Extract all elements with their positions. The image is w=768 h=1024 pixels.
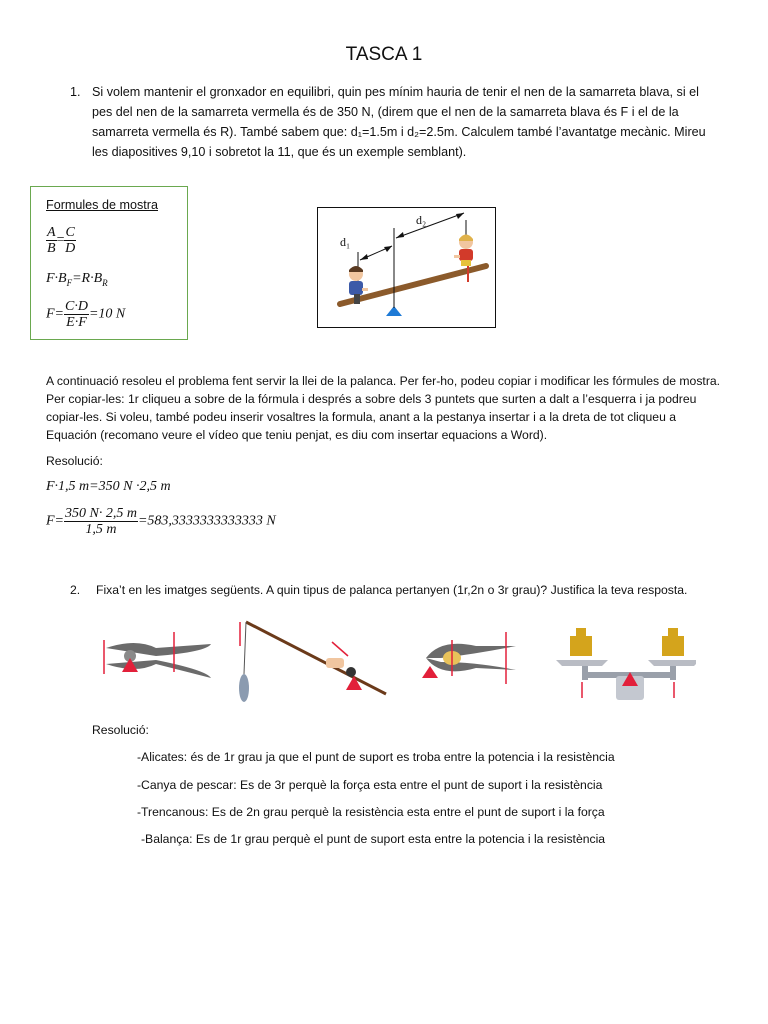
- equation-2[interactable]: [46, 506, 276, 537]
- equation-2-lhs: F=: [46, 513, 64, 529]
- formula-lever-lhs-sub: F: [66, 277, 73, 288]
- formulas-box: [30, 186, 188, 340]
- page-title: TASCA 1: [345, 44, 423, 65]
- seesaw-illustration: [317, 207, 496, 328]
- equation-2-den: 1,5 m: [85, 522, 117, 537]
- formula-solve-num: C·D: [65, 299, 88, 314]
- lever-images: [96, 618, 696, 714]
- equation-1[interactable]: F·1,5 m=350 N ·2,5 m: [46, 479, 171, 494]
- answer-canya: -Canya de pescar: Es de 3r perquè la força esta entre el punt de suport i la resistència: [137, 778, 603, 792]
- answer-alicates: -Alicates: és de 1r grau ja que el punt de suport es troba entre la potencia i la resistència: [137, 750, 615, 764]
- formula-lever[interactable]: [46, 271, 108, 288]
- formula-lever-rhs-sub: R: [102, 277, 108, 288]
- instructions-paragraph: A continuació resoleu el problema fent servir la llei de la palanca. Per fer-ho, podeu copiar i modificar les fórmules de mostra. Per copiar-les: 1r cliqueu a sobre de la fórmula i després a sobre dels 3 puntets que surten a dalt a l’esquerra i ja podreu copiar-les. Si voleu, també podeu inserir vosaltres la formula, anant a la pestanya insertar i a la dreta de tot cliqueu a Equación (recomano veure el vídeo que teniu penjat, es diu com insertar equacions a Word).: [46, 374, 721, 442]
- equation-2-num: 350 N· 2,5 m: [65, 506, 137, 521]
- nutcracker-icon: [422, 632, 516, 684]
- resolucio-2-label: Resolució:: [92, 723, 149, 737]
- question-1: [70, 82, 720, 162]
- question-2: [70, 581, 710, 599]
- question-text: Fixa’t en les imatges següents. A quin tipus de palanca pertanyen (1r,2n o 3r grau)? Justifica la teva resposta.: [96, 583, 688, 597]
- formula-lever-lhs: F·B: [46, 271, 67, 286]
- child-red-icon: [459, 249, 473, 261]
- equation-2-rhs: =583,3333333333333 N: [137, 513, 276, 529]
- formula-solve-rhs: =10 N: [88, 306, 126, 322]
- pliers-icon: [104, 632, 211, 678]
- label-d2: d₂: [416, 213, 427, 227]
- fishing-rod-icon: [239, 622, 386, 702]
- answer-trencanous: -Trencanous: Es de 2n grau perquè la resistència esta entre el punt de suport i la força: [137, 805, 605, 819]
- formula-solve[interactable]: [46, 299, 125, 330]
- child-blue-icon: [349, 281, 363, 295]
- balance-icon: [556, 628, 696, 700]
- label-d1: d₁: [340, 235, 351, 249]
- formula-b: B: [47, 241, 56, 256]
- formula-solve-lhs: F=: [46, 306, 64, 322]
- question-number: 1.: [70, 85, 81, 99]
- formula-a: A: [47, 225, 56, 240]
- formula-lever-rhs: =R·B: [72, 271, 103, 286]
- question-text: Si volem mantenir el gronxador en equilibri, quin pes mínim hauria de tenir el nen de la samarreta blava, si el pes del nen de la samarreta vermella és de 350 N, (direm que el nen de la samarreta blava és F i el de la samarreta vermella és R). També sabem que: d₁=1.5m i d₂=2.5m. Calculem també l’avantatge mecànic. Mireu les diapositives 9,10 i sobretot la 11, que és un exemple semblant).: [92, 85, 706, 159]
- formulas-box-title: Formules de mostra: [46, 198, 158, 212]
- question-number: 2.: [70, 583, 81, 597]
- resolucio-label: Resolució:: [46, 454, 103, 468]
- formula-d: D: [65, 241, 76, 256]
- formula-c: C: [65, 225, 75, 240]
- formula-solve-den: E·F: [66, 315, 87, 330]
- formula-ratio[interactable]: $\frac{A}{B}$ = $\frac{C}{D}$: [47, 225, 76, 256]
- answer-balanca: -Balança: Es de 1r grau perquè el punt de suport esta entre la potencia i la resistència: [141, 832, 606, 846]
